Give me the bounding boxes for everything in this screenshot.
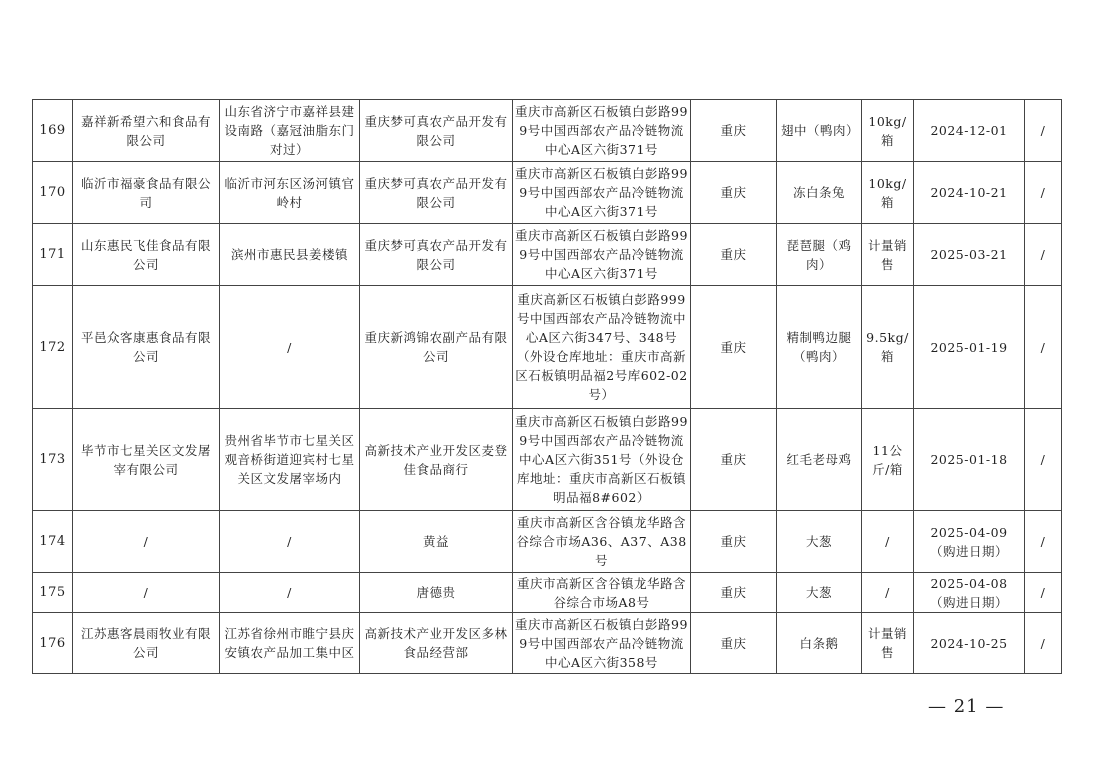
seller-name-cell: 高新技术产业开发区多林食品经营部: [360, 613, 513, 674]
production-date-cell: 2025-01-19: [914, 286, 1025, 409]
records-table: [32, 99, 1062, 674]
product-name-cell: 翅中（鸭肉）: [777, 100, 862, 162]
row-number-cell: 175: [33, 573, 73, 613]
producer-name-cell: 江苏惠客晨雨牧业有限公司: [73, 613, 220, 674]
specification-cell: 10kg/箱: [862, 100, 914, 162]
seller-name-cell: 重庆梦可真农产品开发有限公司: [360, 162, 513, 224]
row-number-cell: 174: [33, 511, 73, 573]
producer-address-cell: 滨州市惠民县姜楼镇: [220, 224, 360, 286]
production-date-cell: 2025-03-21: [914, 224, 1025, 286]
table-row: [33, 511, 1062, 573]
table-row: [33, 286, 1062, 409]
producer-name-cell: 临沂市福豪食品有限公司: [73, 162, 220, 224]
row-number-cell: 176: [33, 613, 73, 674]
row-number-cell: 173: [33, 409, 73, 511]
seller-name-cell: 唐德贵: [360, 573, 513, 613]
producer-address-cell: /: [220, 511, 360, 573]
specification-cell: 11公斤/箱: [862, 409, 914, 511]
remark-cell: /: [1025, 162, 1062, 224]
production-date-cell: 2024-12-01: [914, 100, 1025, 162]
production-date-cell: 2024-10-25: [914, 613, 1025, 674]
seller-address-cell: 重庆市高新区含谷镇龙华路含谷综合市场A36、A37、A38号: [513, 511, 691, 573]
production-date-cell: 2025-04-09（购进日期）: [914, 511, 1025, 573]
seller-address-cell: 重庆市高新区石板镇白彭路999号中国西部农产品冷链物流中心A区六街371号: [513, 162, 691, 224]
product-name-cell: 冻白条兔: [777, 162, 862, 224]
seller-address-cell: 重庆市高新区石板镇白彭路999号中国西部农产品冷链物流中心A区六街371号: [513, 100, 691, 162]
page-number: — 21 —: [928, 696, 1005, 717]
seller-address-cell: 重庆市高新区石板镇白彭路999号中国西部农产品冷链物流中心A区六街351号（外设仓库地址：重庆市高新区石板镇明品福8#602）: [513, 409, 691, 511]
seller-address-cell: 重庆市高新区石板镇白彭路999号中国西部农产品冷链物流中心A区六街358号: [513, 613, 691, 674]
region-cell: 重庆: [691, 100, 777, 162]
production-date-cell: 2025-01-18: [914, 409, 1025, 511]
product-name-cell: 大葱: [777, 573, 862, 613]
row-number-cell: 169: [33, 100, 73, 162]
region-cell: 重庆: [691, 511, 777, 573]
producer-address-cell: /: [220, 573, 360, 613]
row-number-cell: 172: [33, 286, 73, 409]
region-cell: 重庆: [691, 286, 777, 409]
seller-name-cell: 高新技术产业开发区麦登佳食品商行: [360, 409, 513, 511]
producer-name-cell: 毕节市七星关区文发屠宰有限公司: [73, 409, 220, 511]
seller-address-cell: 重庆市高新区含谷镇龙华路含谷综合市场A8号: [513, 573, 691, 613]
region-cell: 重庆: [691, 224, 777, 286]
remark-cell: /: [1025, 613, 1062, 674]
remark-cell: /: [1025, 511, 1062, 573]
specification-cell: /: [862, 511, 914, 573]
region-cell: 重庆: [691, 162, 777, 224]
seller-name-cell: 重庆梦可真农产品开发有限公司: [360, 100, 513, 162]
specification-cell: 计量销售: [862, 224, 914, 286]
production-date-cell: 2025-04-08（购进日期）: [914, 573, 1025, 613]
region-cell: 重庆: [691, 613, 777, 674]
producer-address-cell: 临沂市河东区汤河镇官岭村: [220, 162, 360, 224]
specification-cell: 计量销售: [862, 613, 914, 674]
specification-cell: 10kg/箱: [862, 162, 914, 224]
table-row: [33, 100, 1062, 162]
producer-name-cell: 嘉祥新希望六和食品有限公司: [73, 100, 220, 162]
product-name-cell: 白条鹅: [777, 613, 862, 674]
remark-cell: /: [1025, 409, 1062, 511]
table-row: [33, 613, 1062, 674]
producer-name-cell: 平邑众客康惠食品有限公司: [73, 286, 220, 409]
remark-cell: /: [1025, 286, 1062, 409]
row-number-cell: 171: [33, 224, 73, 286]
product-name-cell: 大葱: [777, 511, 862, 573]
records-table-body: [33, 100, 1062, 674]
remark-cell: /: [1025, 224, 1062, 286]
table-row: [33, 573, 1062, 613]
producer-name-cell: /: [73, 511, 220, 573]
specification-cell: 9.5kg/箱: [862, 286, 914, 409]
region-cell: 重庆: [691, 409, 777, 511]
seller-name-cell: 重庆梦可真农产品开发有限公司: [360, 224, 513, 286]
producer-address-cell: /: [220, 286, 360, 409]
specification-cell: /: [862, 573, 914, 613]
product-name-cell: 琵琶腿（鸡肉）: [777, 224, 862, 286]
row-number-cell: 170: [33, 162, 73, 224]
product-name-cell: 精制鸭边腿（鸭肉）: [777, 286, 862, 409]
producer-address-cell: 贵州省毕节市七星关区观音桥街道迎宾村七星关区文发屠宰场内: [220, 409, 360, 511]
seller-address-cell: 重庆市高新区石板镇白彭路999号中国西部农产品冷链物流中心A区六街371号: [513, 224, 691, 286]
producer-name-cell: /: [73, 573, 220, 613]
table-row: [33, 162, 1062, 224]
product-name-cell: 红毛老母鸡: [777, 409, 862, 511]
remark-cell: /: [1025, 100, 1062, 162]
producer-address-cell: 山东省济宁市嘉祥县建设南路（嘉冠油脂东门对过）: [220, 100, 360, 162]
producer-name-cell: 山东惠民飞佳食品有限公司: [73, 224, 220, 286]
table-row: [33, 224, 1062, 286]
remark-cell: /: [1025, 573, 1062, 613]
region-cell: 重庆: [691, 573, 777, 613]
table-row: [33, 409, 1062, 511]
seller-name-cell: 黄益: [360, 511, 513, 573]
seller-address-cell: 重庆高新区石板镇白彭路999号中国西部农产品冷链物流中心A区六街347号、348号（外设仓库地址：重庆市高新区石板镇明品福2号库602-02号）: [513, 286, 691, 409]
production-date-cell: 2024-10-21: [914, 162, 1025, 224]
seller-name-cell: 重庆新鸿锦农副产品有限公司: [360, 286, 513, 409]
producer-address-cell: 江苏省徐州市睢宁县庆安镇农产品加工集中区: [220, 613, 360, 674]
